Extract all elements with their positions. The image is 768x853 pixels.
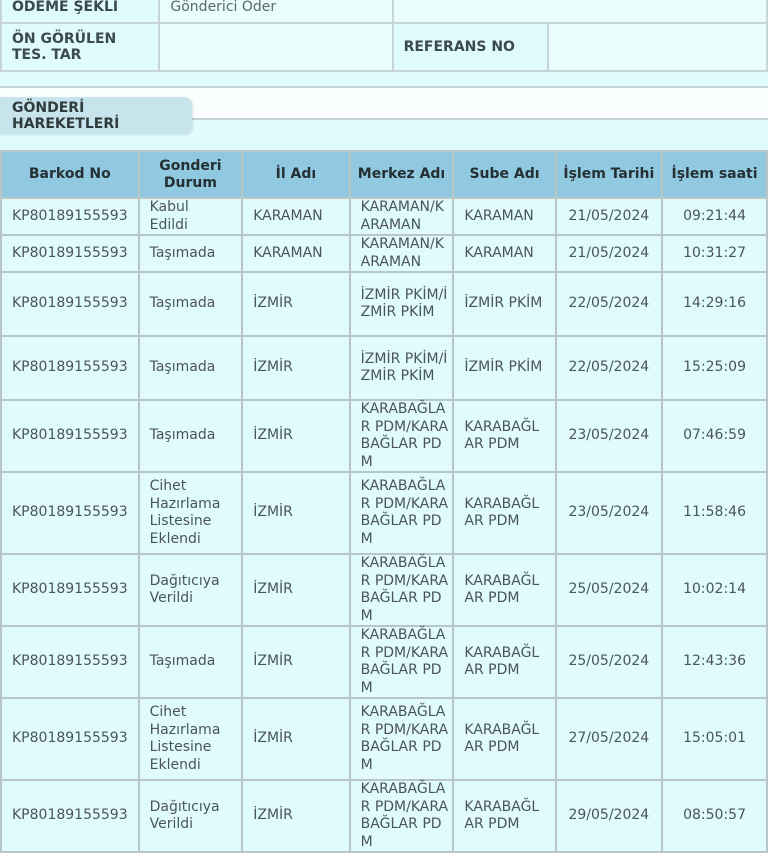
barcode-cell: KP80189155593: [1, 336, 139, 400]
status-cell: Cihet Hazırlama Listesine Eklendi: [139, 698, 243, 780]
time-cell: 15:05:01: [662, 698, 767, 780]
date-cell: 25/05/2024: [556, 554, 662, 626]
province-cell: İZMİR: [242, 554, 349, 626]
column-header-center[interactable]: Merkez Adı: [350, 151, 454, 198]
center-cell: KARABAĞLAR PDM/KARABAĞLAR PDM: [350, 554, 454, 626]
province-cell: İZMİR: [242, 336, 349, 400]
branch-cell: İZMİR PKİM: [453, 272, 555, 336]
table-row: [1, 554, 767, 626]
table-row: [1, 698, 767, 780]
center-cell: KARAMAN/KARAMAN: [350, 198, 454, 235]
column-header-time[interactable]: İşlem saati: [662, 151, 767, 198]
status-cell: Dağıtıcıya Verildi: [139, 780, 243, 852]
status-cell: Taşımada: [139, 272, 243, 336]
province-cell: KARAMAN: [242, 235, 349, 272]
branch-cell: KARAMAN: [453, 235, 555, 272]
barcode-cell: KP80189155593: [1, 554, 139, 626]
province-cell: İZMİR: [242, 780, 349, 852]
branch-cell: KARABAĞLAR PDM: [453, 780, 555, 852]
province-cell: İZMİR: [242, 400, 349, 472]
table-body: [1, 198, 767, 852]
time-cell: 12:43:36: [662, 626, 767, 698]
table-row: [1, 400, 767, 472]
shipment-info-table: [0, 0, 768, 72]
barcode-cell: KP80189155593: [1, 272, 139, 336]
status-cell: Kabul Edildi: [139, 198, 243, 235]
barcode-cell: KP80189155593: [1, 235, 139, 272]
shipment-movements-section-title: GÖNDERİ HAREKETLERİ: [0, 97, 192, 134]
date-cell: 25/05/2024: [556, 626, 662, 698]
branch-cell: KARABAĞLAR PDM: [453, 698, 555, 780]
status-cell: Taşımada: [139, 336, 243, 400]
column-header-province[interactable]: İl Adı: [242, 151, 349, 198]
branch-cell: KARABAĞLAR PDM: [453, 472, 555, 554]
branch-cell: KARABAĞLAR PDM: [453, 400, 555, 472]
province-cell: KARAMAN: [242, 198, 349, 235]
shipment-movements-table: [0, 150, 768, 853]
status-cell: Taşımada: [139, 235, 243, 272]
reference-number-value: [548, 23, 767, 71]
expected-delivery-date-value: [159, 23, 392, 71]
table-row: [1, 472, 767, 554]
table-row: [1, 626, 767, 698]
date-cell: 22/05/2024: [556, 336, 662, 400]
column-header-status[interactable]: Gonderi Durum: [139, 151, 243, 198]
center-cell: İZMİR PKİM/İZMİR PKİM: [350, 336, 454, 400]
table-row: [1, 780, 767, 852]
column-header-branch[interactable]: Sube Adı: [453, 151, 555, 198]
center-cell: İZMİR PKİM/İZMİR PKİM: [350, 272, 454, 336]
table-row: [1, 235, 767, 272]
status-cell: Taşımada: [139, 400, 243, 472]
date-cell: 22/05/2024: [556, 272, 662, 336]
payment-method-label: ÖDEME ŞEKLİ: [1, 0, 159, 23]
branch-cell: İZMİR PKİM: [453, 336, 555, 400]
date-cell: 29/05/2024: [556, 780, 662, 852]
center-cell: KARABAĞLAR PDM/KARABAĞLAR PDM: [350, 400, 454, 472]
status-cell: Dağıtıcıya Verildi: [139, 554, 243, 626]
province-cell: İZMİR: [242, 626, 349, 698]
province-cell: İZMİR: [242, 472, 349, 554]
date-cell: 21/05/2024: [556, 198, 662, 235]
barcode-cell: KP80189155593: [1, 698, 139, 780]
barcode-cell: KP80189155593: [1, 472, 139, 554]
branch-cell: KARABAĞLAR PDM: [453, 554, 555, 626]
payment-method-value: Gönderici Öder: [159, 0, 392, 23]
expected-delivery-date-label: ÖN GÖRÜLEN TES. TAR: [1, 23, 159, 71]
column-header-date[interactable]: İşlem Tarihi: [556, 151, 662, 198]
barcode-cell: KP80189155593: [1, 626, 139, 698]
date-cell: 27/05/2024: [556, 698, 662, 780]
branch-cell: KARAMAN: [453, 198, 555, 235]
payment-method-filler: [393, 0, 767, 23]
table-row: [1, 336, 767, 400]
status-cell: Taşımada: [139, 626, 243, 698]
column-header-barcode[interactable]: Barkod No: [1, 151, 139, 198]
table-row: [1, 198, 767, 235]
center-cell: KARABAĞLAR PDM/KARABAĞLAR PDM: [350, 626, 454, 698]
barcode-cell: KP80189155593: [1, 400, 139, 472]
time-cell: 14:29:16: [662, 272, 767, 336]
reference-number-label: REFERANS NO: [393, 23, 549, 71]
center-cell: KARABAĞLAR PDM/KARABAĞLAR PDM: [350, 472, 454, 554]
time-cell: 15:25:09: [662, 336, 767, 400]
status-cell: Cihet Hazırlama Listesine Eklendi: [139, 472, 243, 554]
date-cell: 21/05/2024: [556, 235, 662, 272]
table-row: [1, 272, 767, 336]
center-cell: KARABAĞLAR PDM/KARABAĞLAR PDM: [350, 780, 454, 852]
province-cell: İZMİR: [242, 698, 349, 780]
table-header-row: [1, 151, 767, 198]
center-cell: KARABAĞLAR PDM/KARABAĞLAR PDM: [350, 698, 454, 780]
barcode-cell: KP80189155593: [1, 780, 139, 852]
time-cell: 10:02:14: [662, 554, 767, 626]
branch-cell: KARABAĞLAR PDM: [453, 626, 555, 698]
time-cell: 10:31:27: [662, 235, 767, 272]
center-cell: KARAMAN/KARAMAN: [350, 235, 454, 272]
date-cell: 23/05/2024: [556, 400, 662, 472]
barcode-cell: KP80189155593: [1, 198, 139, 235]
time-cell: 07:46:59: [662, 400, 767, 472]
time-cell: 08:50:57: [662, 780, 767, 852]
province-cell: İZMİR: [242, 272, 349, 336]
date-cell: 23/05/2024: [556, 472, 662, 554]
time-cell: 11:58:46: [662, 472, 767, 554]
time-cell: 09:21:44: [662, 198, 767, 235]
